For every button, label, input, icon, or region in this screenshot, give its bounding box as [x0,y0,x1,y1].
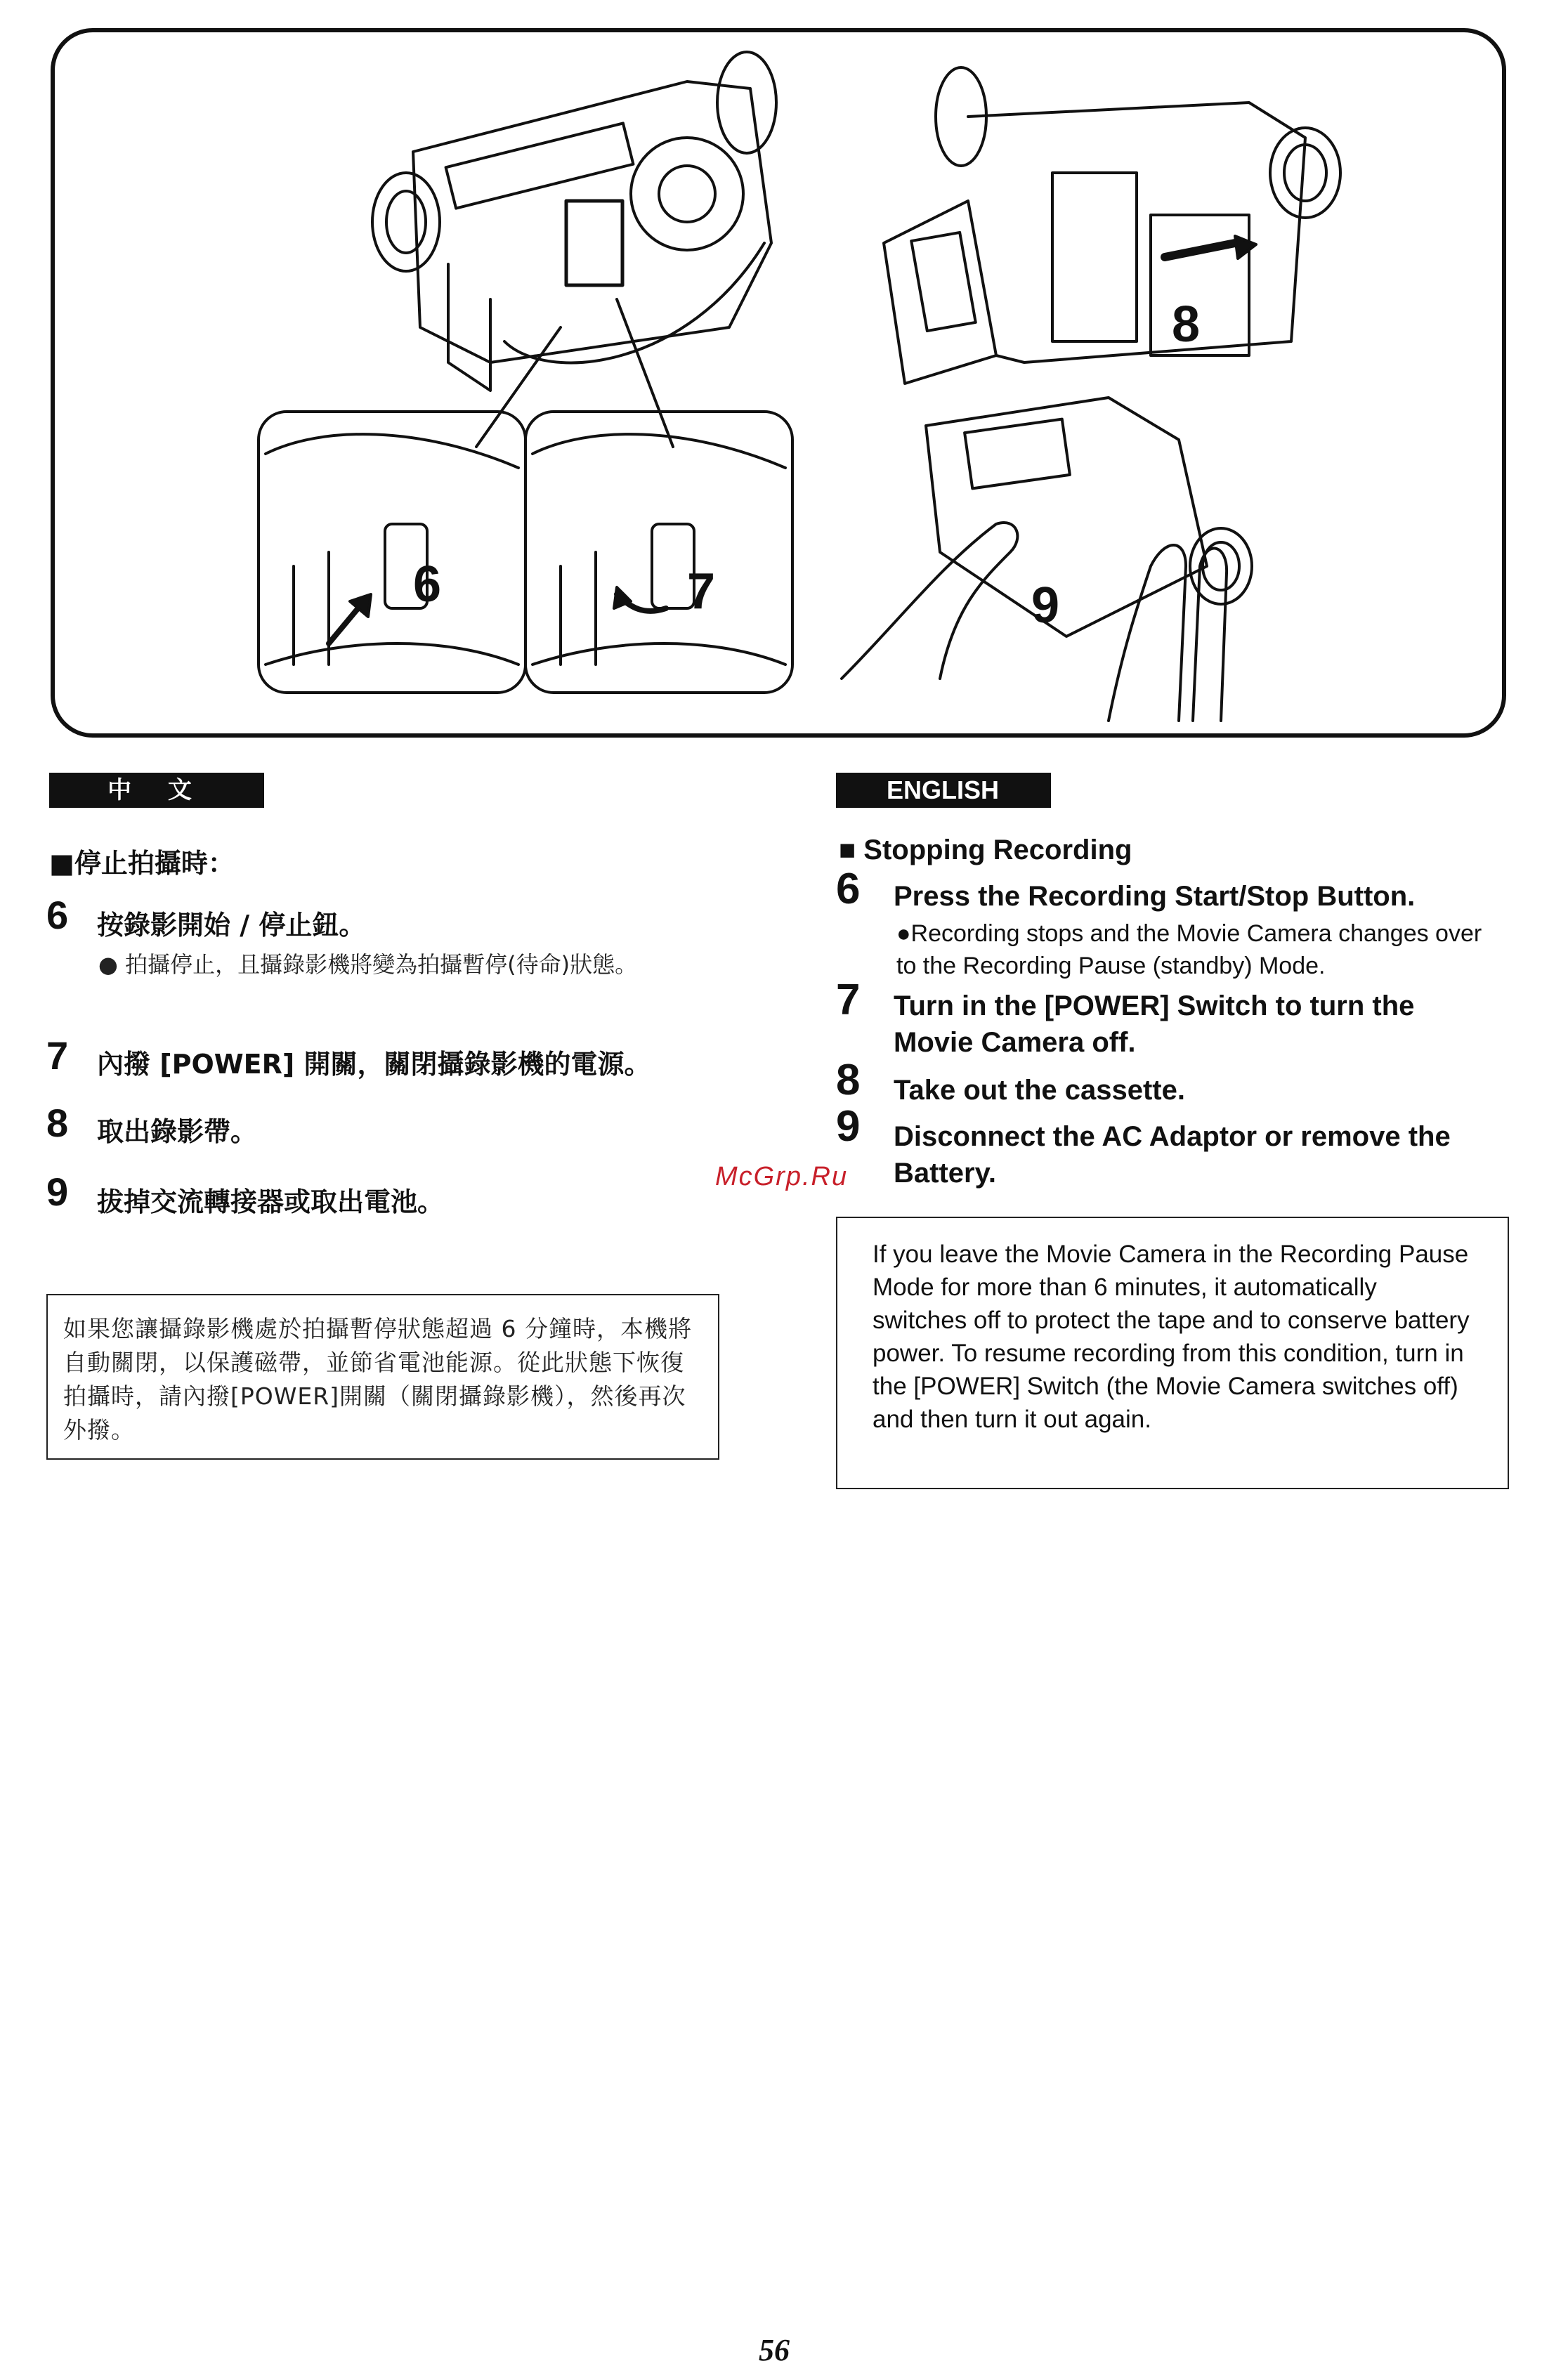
english-step-9-text: Disconnect the AC Adaptor or remove the Battery. [894,1121,1451,1189]
english-step-8-number: 8 [836,1056,861,1104]
chinese-step-8-text: 取出錄影帶。 [97,1116,258,1147]
english-step-6-number: 6 [836,865,861,913]
english-heading: ■ Stopping Recording [839,835,1132,865]
chinese-step-9-number: 9 [46,1170,69,1214]
page-number: 56 [759,2333,790,2367]
camcorder-right-drawing [884,67,1340,384]
chinese-heading: ■停止拍攝時： [49,848,235,879]
chinese-step-6-note: ● 拍攝停止，且攝錄影機將變為拍攝暫停(待命)狀態。 [98,951,638,978]
callout-7: 7 [687,563,716,620]
chinese-step-6-text: 按錄影開始 / 停止鈕。 [97,910,366,941]
english-step-7-number: 7 [836,976,861,1024]
english-step-9-number: 9 [836,1102,861,1151]
watermark: McGrp.Ru [715,1162,849,1191]
chinese-section-label: 中 文 [49,773,264,808]
zoom-panel-6 [259,412,525,693]
chinese-step-7-text: 內撥 [POWER] 開關，關閉攝錄影機的電源。 [97,1049,651,1080]
english-section-label: ENGLISH [836,773,1051,808]
english-step-7-text: Turn in the [POWER] Switch to turn the Movie Camera off. [894,990,1415,1058]
camcorder-hands-drawing [842,398,1252,721]
illustration-frame [51,28,1506,738]
english-step-8-text: Take out the cassette. [894,1075,1185,1106]
zoom-panel-7 [525,412,792,693]
chinese-step-9-text: 拔掉交流轉接器或取出電池。 [97,1186,445,1217]
camcorder-illustration [55,32,1510,742]
english-notice-box [836,1217,1509,1489]
english-notice-text: If you leave the Movie Camera in the Recording Pause Mode for more than 6 minutes, it automatically switches off to protect the tape and to conserve battery power. To resume recording from this condition, turn in the [POWER] Switch (the Movie Camera switches off) and then turn it out again. [873,1241,1470,1433]
chinese-step-7-number: 7 [46,1033,69,1078]
english-step-6-text: Press the Recording Start/Stop Button. [894,881,1416,912]
chinese-notice-text: 如果您讓攝錄影機處於拍攝暫停狀態超過 6 分鐘時，本機將自動關閉，以保護磁帶，並節省電池能源。從此狀態下恢復拍攝時，請內撥[POWER]開關（關閉攝錄影機），然後再次外撥。 [63,1315,692,1444]
callout-6: 6 [413,556,442,613]
chinese-step-8-number: 8 [46,1101,69,1145]
camcorder-left-drawing [372,52,776,447]
english-step-6-note: ●Recording stops and the Movie Camera changes over to the Recording Pause (standby) Mode. [896,920,1482,979]
chinese-notice-box [46,1294,719,1460]
chinese-step-6-number: 6 [46,893,69,937]
callout-9: 9 [1031,577,1060,634]
callout-8: 8 [1172,296,1201,353]
